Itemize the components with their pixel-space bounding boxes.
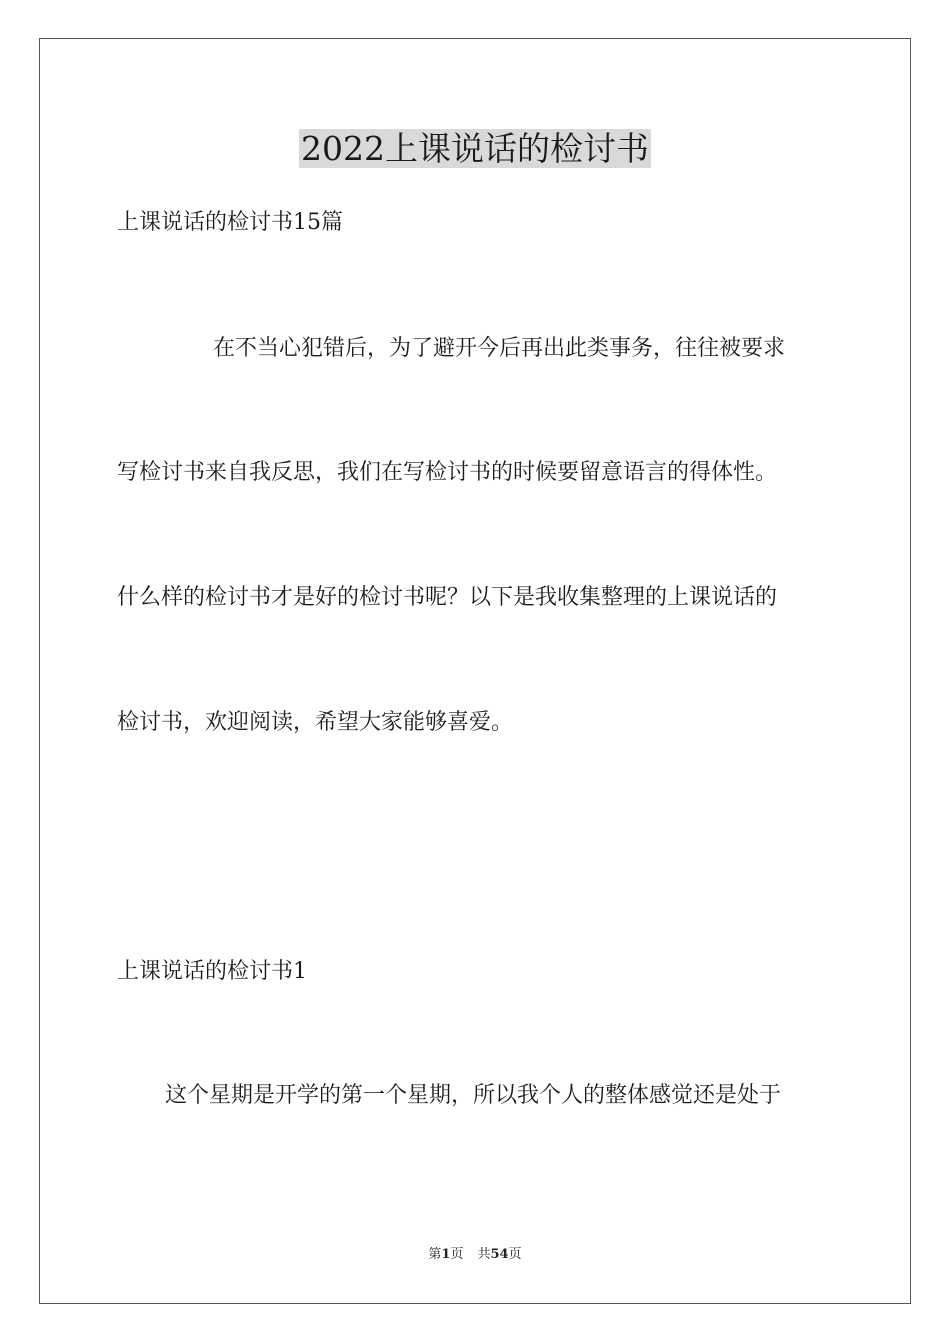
document-subtitle: 上课说话的检讨书15篇 [117,210,343,235]
footer-total-prefix: 共 [477,1247,491,1262]
intro-line-2: 写检讨书来自我反思，我们在写检讨书的时候要留意语言的得体性。 [117,460,778,485]
page-footer [0,1246,950,1264]
footer-page-number: 1 [441,1247,451,1262]
document-title-text: 2022上课说话的检讨书 [301,129,649,168]
intro-line-1: 在不当心犯错后，为了避开今后再出此类事务，往往被要求 [213,336,786,361]
intro-line-3: 什么样的检讨书才是好的检讨书呢？以下是我收集整理的上课说话的 [117,585,778,610]
footer-page-prefix: 第 [428,1247,442,1262]
document-title [0,127,950,171]
footer-total-pages: 54 [490,1247,509,1262]
footer-page-suffix: 页 [450,1247,464,1262]
footer-total-suffix: 页 [508,1247,522,1262]
intro-line-4: 检讨书，欢迎阅读，希望大家能够喜爱。 [117,710,514,735]
section-heading: 上课说话的检讨书1 [117,959,307,984]
section-line-1: 这个星期是开学的第一个星期，所以我个人的整体感觉还是处于 [165,1083,782,1108]
